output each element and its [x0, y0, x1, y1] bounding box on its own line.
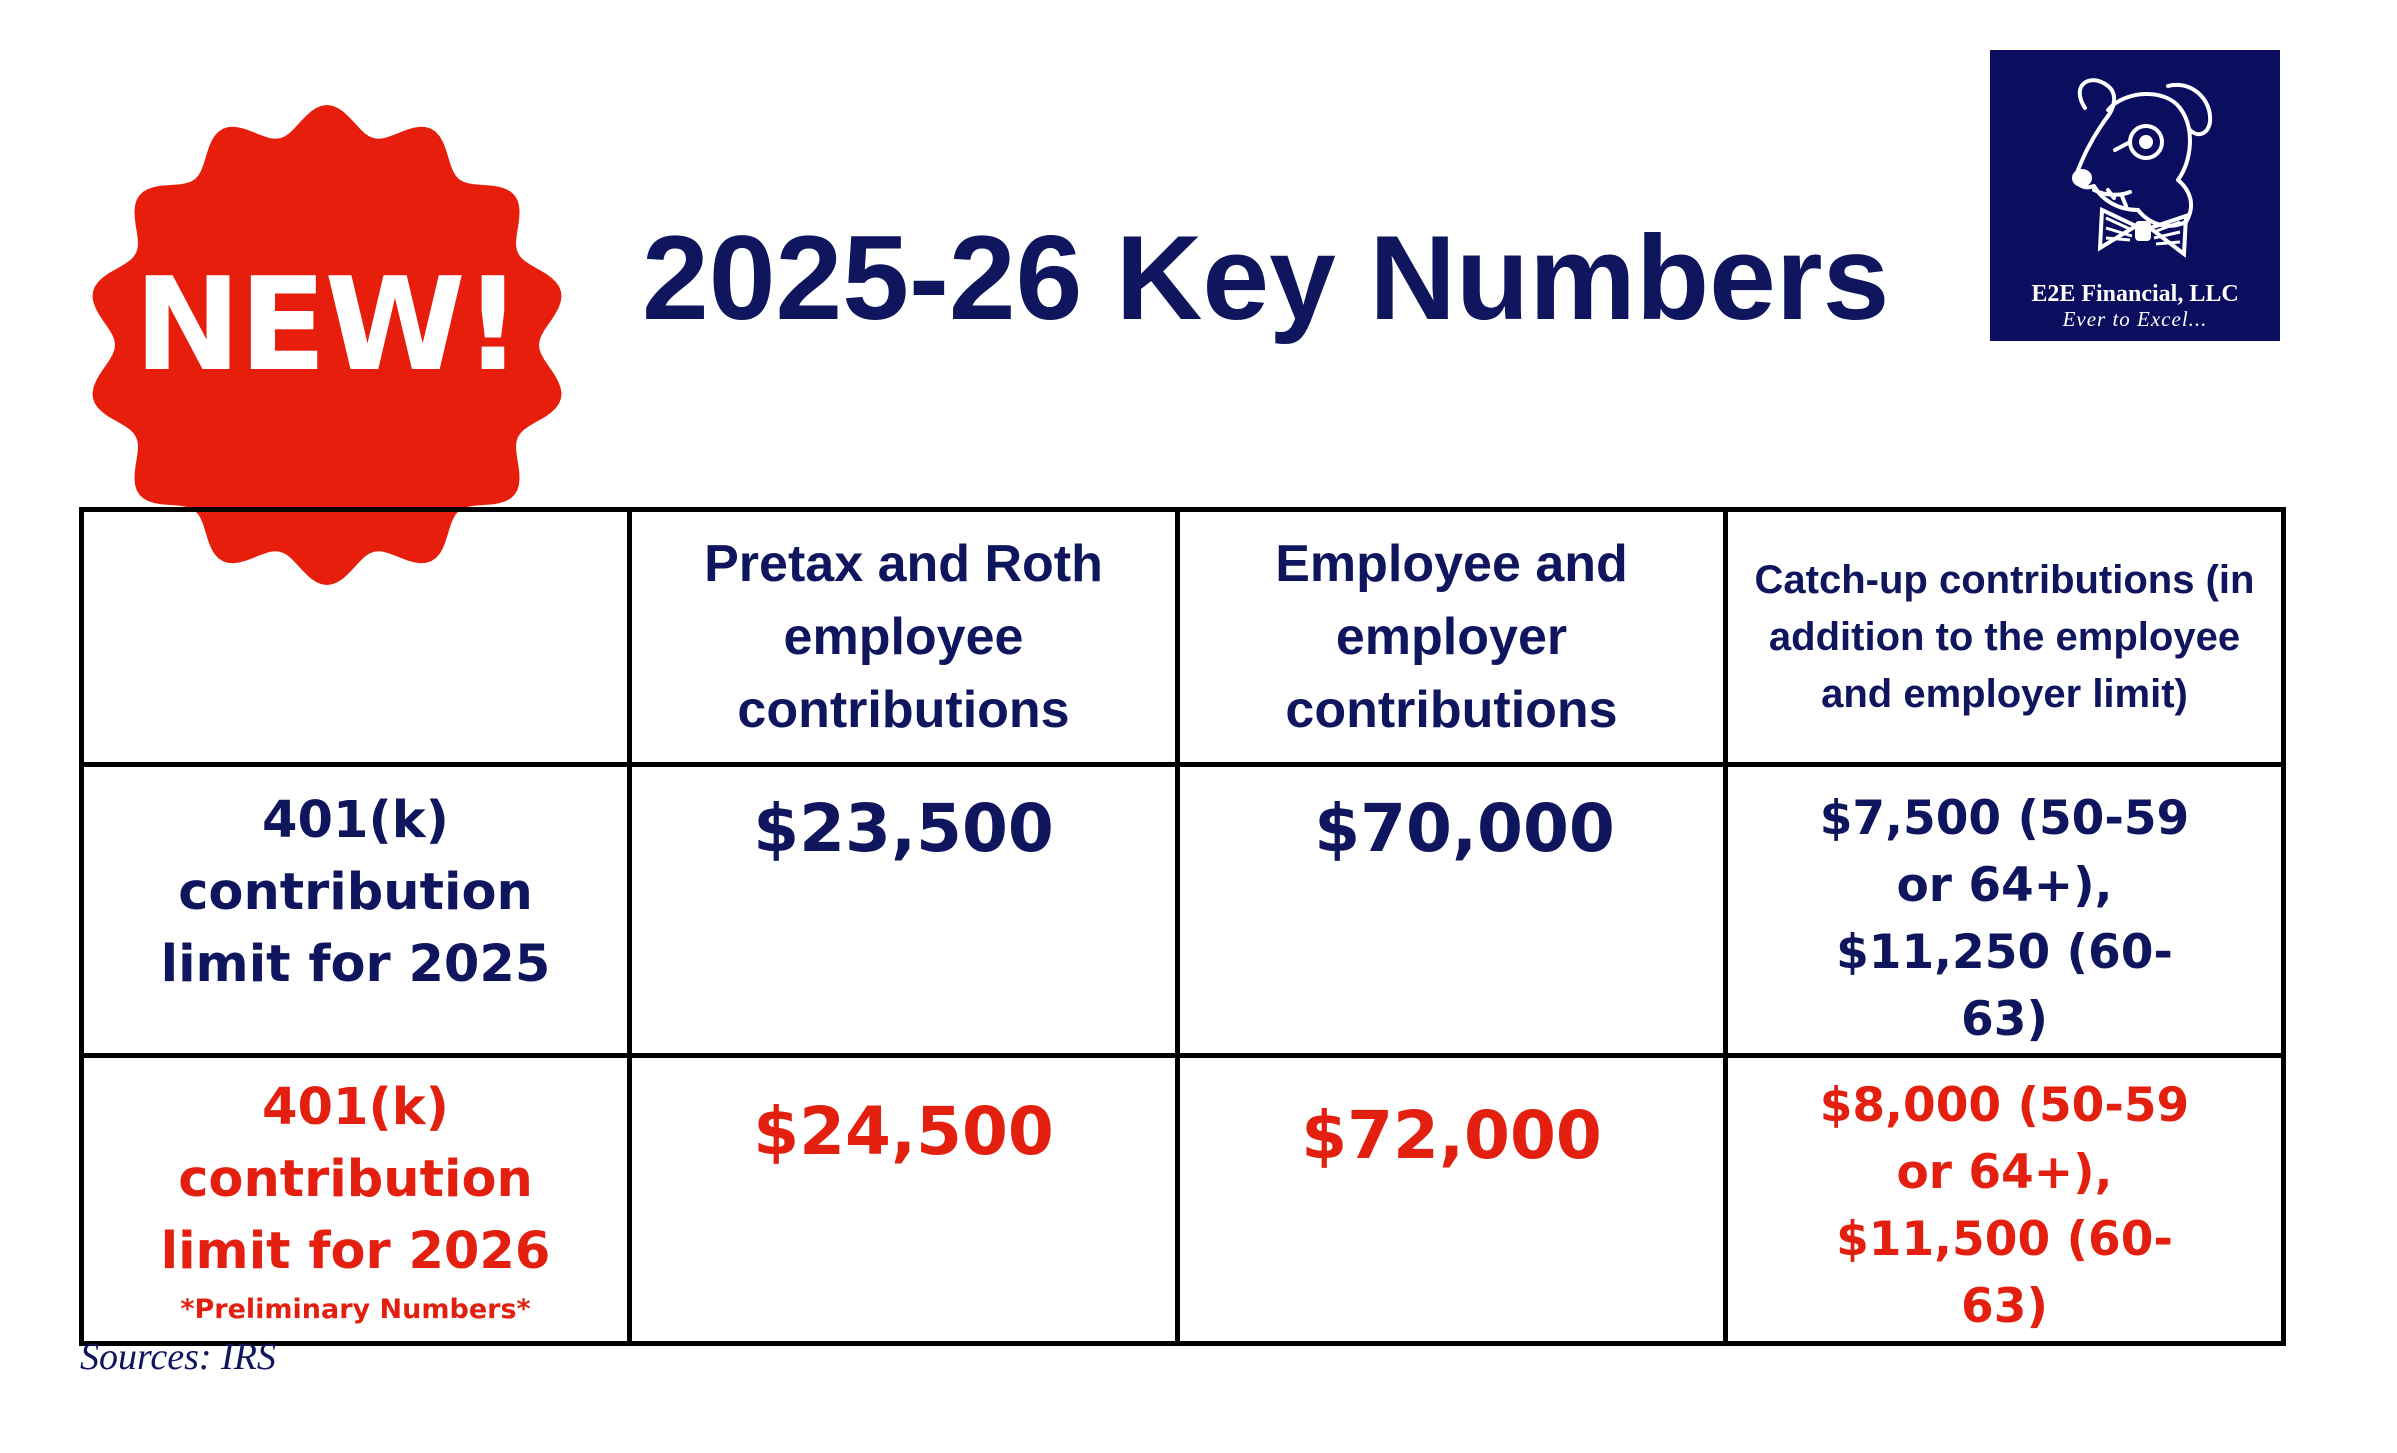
- employee-employer-cell: [1178, 1056, 1726, 1344]
- table-row: [82, 765, 2284, 1056]
- catch-up-2025: $7,500 (50-59 or 64+), $11,250 (60-63): [1819, 791, 2190, 1047]
- row-label-cell: [82, 765, 630, 1056]
- header-cell-empty: [82, 510, 630, 765]
- catch-up-2026: $8,000 (50-59 or 64+), $11,500 (60-63): [1819, 1078, 2190, 1334]
- header-cell-employee-employer: [1178, 510, 1726, 765]
- catch-up-cell: [1726, 765, 2284, 1056]
- table-header-row: [82, 510, 2284, 765]
- page-title: 2025-26 Key Numbers: [642, 211, 1890, 345]
- row-label-2026: 401(k) contribution limit for 2026: [160, 1078, 551, 1281]
- key-numbers-table: [79, 507, 2286, 1346]
- row-label-cell: [82, 1056, 630, 1344]
- logo-tagline: Ever to Excel...: [2062, 307, 2208, 331]
- sources-note: Sources: IRS: [80, 1336, 276, 1378]
- new-badge-label: NEW!: [133, 250, 521, 400]
- employee-employer-2025: $70,000: [1314, 790, 1615, 867]
- preliminary-note: *Preliminary Numbers*: [180, 1294, 531, 1325]
- employee-employer-cell: [1178, 765, 1726, 1056]
- dog-with-bowtie-icon: [1990, 50, 2280, 280]
- company-logo: [1990, 50, 2280, 341]
- header-cell-pretax-roth: [630, 510, 1178, 765]
- header-cell-catch-up: [1726, 510, 2284, 765]
- pretax-roth-2026: $24,500: [753, 1093, 1054, 1170]
- pretax-roth-cell: [630, 1056, 1178, 1344]
- employee-employer-2026: $72,000: [1301, 1097, 1602, 1174]
- logo-company-name: E2E Financial, LLC: [2031, 281, 2239, 307]
- row-label-2025: 401(k) contribution limit for 2025: [160, 791, 551, 994]
- header-label-pretax-roth: Pretax and Roth employee contributions: [704, 534, 1103, 739]
- pretax-roth-cell: [630, 765, 1178, 1056]
- table-row: [82, 1056, 2284, 1344]
- catch-up-cell: [1726, 1056, 2284, 1344]
- header-label-employee-employer: Employee and employer contributions: [1275, 534, 1628, 739]
- pretax-roth-2025: $23,500: [753, 790, 1054, 867]
- header-label-catch-up: Catch-up contributions (in addition to the employee and employer limit): [1754, 557, 2255, 716]
